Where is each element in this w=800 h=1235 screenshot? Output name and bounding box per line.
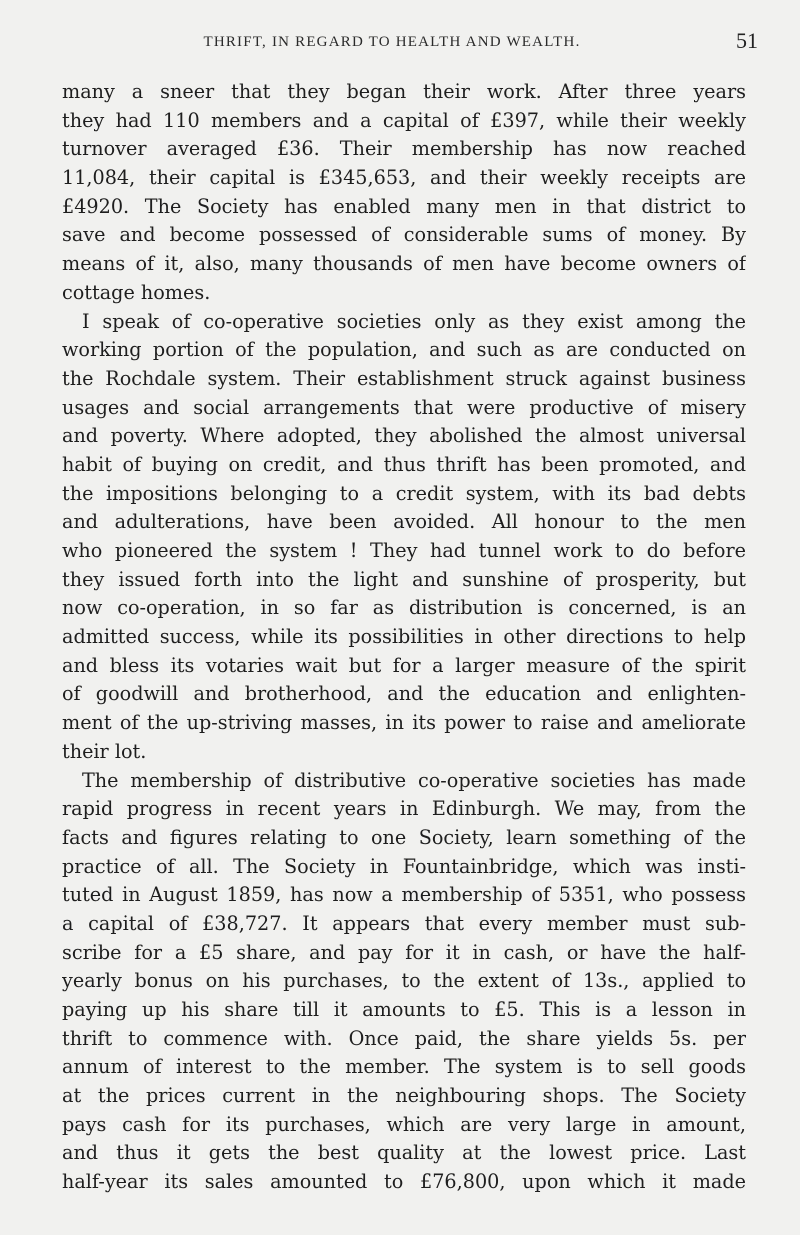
text-line: means of it, also, many thousands of men have become owners of bbox=[62, 252, 746, 276]
text-line: and bless its votaries wait but for a larger measure of the spirit bbox=[62, 653, 746, 677]
text-line: 11,084, their capital is £345,653, and their weekly receipts are bbox=[62, 166, 746, 190]
text-line: admitted success, while its possibilities in other directions to help bbox=[62, 625, 746, 649]
text-line: facts and figures relating to one Society, learn something of the bbox=[62, 825, 746, 849]
text-line: many a sneer that they began their work. After three years bbox=[62, 80, 746, 103]
text-line: scribe for a £5 share, and pay for it in cash, or have the half- bbox=[62, 940, 746, 964]
text-line: practice of all. The Society in Fountainbridge, which was insti- bbox=[62, 854, 746, 878]
text-line: turnover averaged £36. Their membership has now reached bbox=[62, 137, 746, 161]
body-text bbox=[62, 78, 746, 1197]
text-line: half-year its sales amounted to £76,800, upon which it made bbox=[62, 1170, 746, 1194]
running-head: THRIFT, IN REGARD TO HEALTH AND WEALTH. bbox=[203, 34, 581, 50]
text-line: of goodwill and brotherhood, and the education and enlighten- bbox=[62, 682, 746, 706]
page-number: 51 bbox=[736, 28, 758, 53]
text-line: their lot. bbox=[62, 739, 147, 763]
text-line: thrift to commence with. Once paid, the share yields 5s. per bbox=[62, 1026, 746, 1050]
text-line: the impositions belonging to a credit system, with its bad debts bbox=[62, 481, 746, 505]
text-line: the Rochdale system. Their establishment struck against business bbox=[62, 366, 746, 390]
text-line: yearly bonus on his purchases, to the extent of 13s., applied to bbox=[62, 969, 746, 993]
text-line: who pioneered the system ! They had tunnel work to do before bbox=[62, 539, 746, 562]
text-line: save and become possessed of considerable sums of money. By bbox=[62, 223, 746, 247]
text-line: paying up his share till it amounts to £5. This is a lesson in bbox=[62, 998, 746, 1021]
text-line: and adulterations, have been avoided. All honour to the men bbox=[62, 510, 746, 534]
text-line: and thus it gets the best quality at the lowest price. Last bbox=[62, 1141, 746, 1165]
text-line: they issued forth into the light and sunshine of prosperity, but bbox=[62, 567, 746, 591]
text-line: working portion of the population, and such as are conducted on bbox=[62, 338, 746, 362]
text-line: they had 110 members and a capital of £397, while their weekly bbox=[62, 108, 746, 132]
text-line: cottage homes. bbox=[62, 280, 211, 304]
text-line: I speak of co-operative societies only as they exist among the bbox=[82, 309, 746, 333]
text-line: ment of the up-striving masses, in its power to raise and ameliorate bbox=[62, 711, 746, 735]
text-line: now co-operation, in so far as distribution is concerned, is an bbox=[62, 596, 746, 620]
text-line: and poverty. Where adopted, they abolished the almost universal bbox=[62, 424, 746, 448]
text-line: at the prices current in the neighbouring shops. The Society bbox=[62, 1084, 746, 1108]
text-line: £4920. The Society has enabled many men in that district to bbox=[62, 194, 746, 218]
text-line: a capital of £38,727. It appears that every member must sub- bbox=[62, 911, 746, 935]
text-line: habit of buying on credit, and thus thrift has been promoted, and bbox=[62, 452, 746, 476]
text-line: pays cash for its purchases, which are very large in amount, bbox=[62, 1112, 746, 1136]
text-line: usages and social arrangements that were productive of misery bbox=[62, 395, 746, 419]
text-line: annum of interest to the member. The system is to sell goods bbox=[62, 1055, 746, 1079]
text-line: The membership of distributive co-operative societies has made bbox=[82, 768, 746, 792]
text-line: rapid progress in recent years in Edinburgh. We may, from the bbox=[62, 797, 746, 821]
text-line: tuted in August 1859, has now a membership of 5351, who possess bbox=[62, 883, 746, 907]
